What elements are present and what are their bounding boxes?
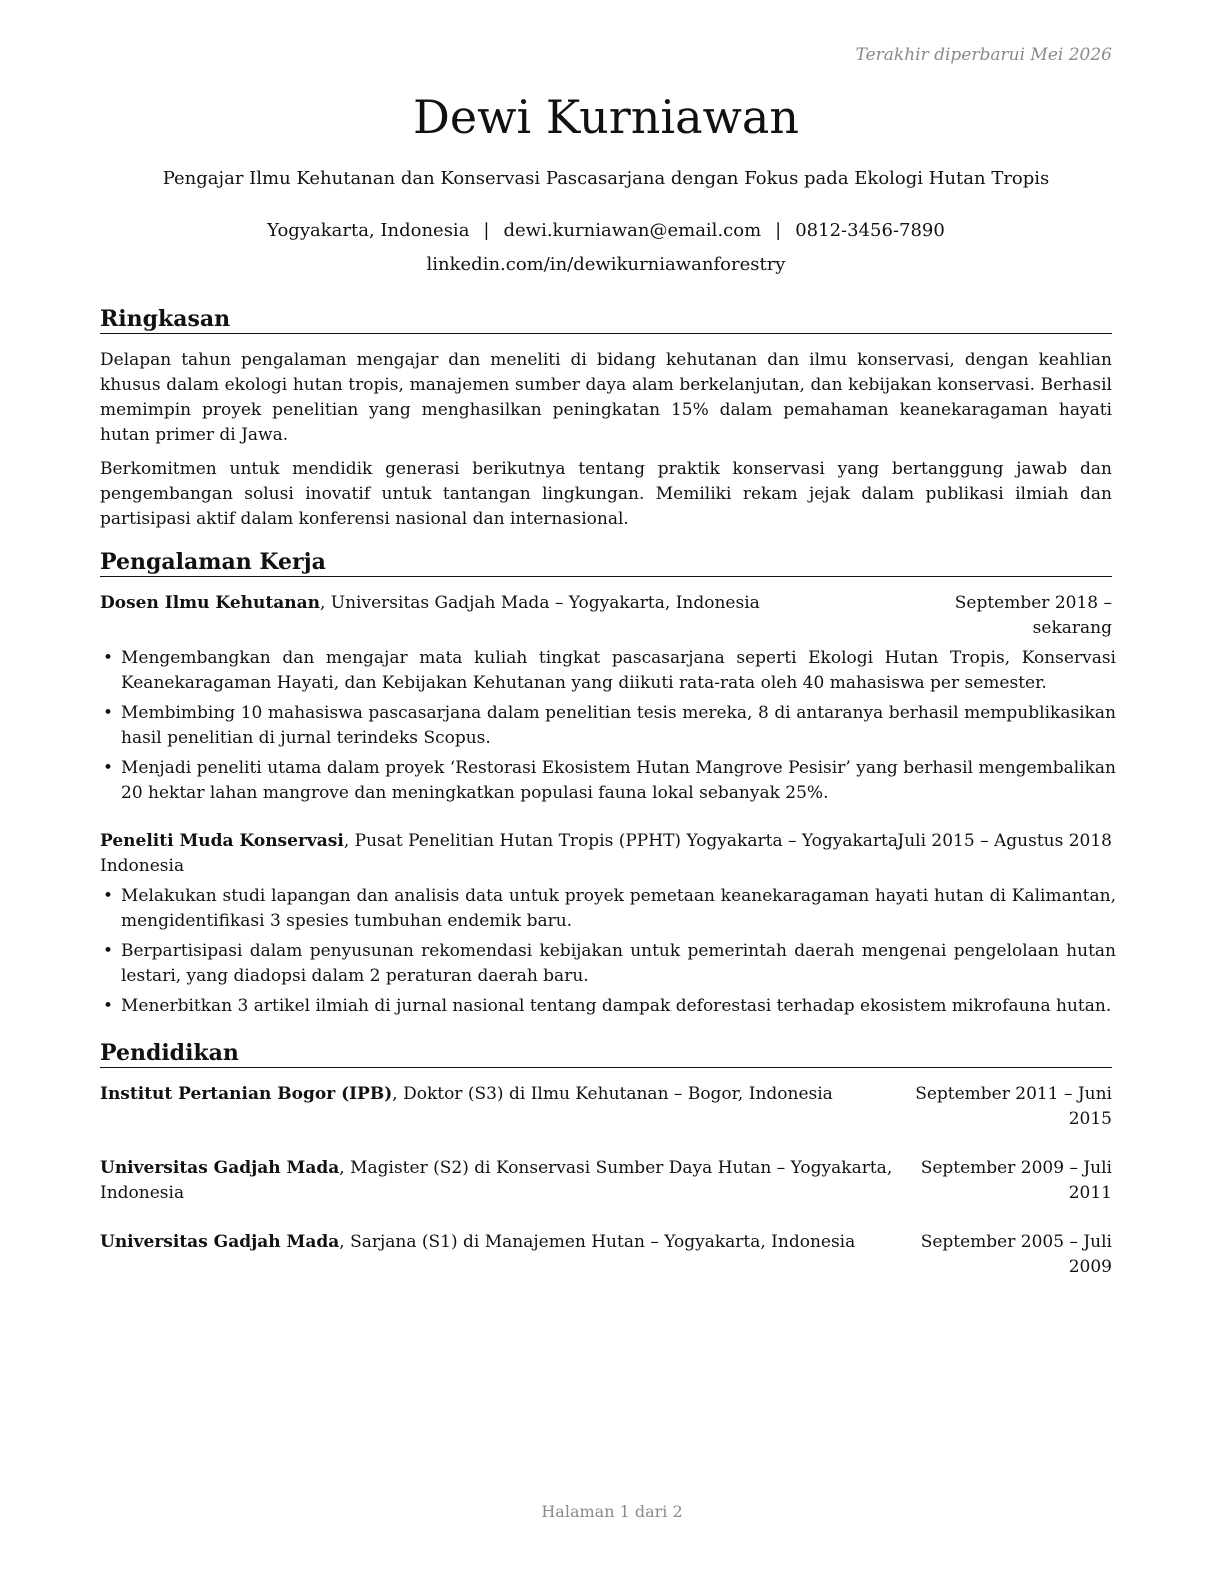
bullet-dot-icon: •	[103, 648, 114, 668]
bullet-dot-icon: •	[103, 758, 114, 778]
education-date	[880, 1156, 1112, 1206]
job-title-line	[100, 829, 903, 879]
education-title-line	[100, 1082, 833, 1107]
school-name: Institut Pertanian Bogor (IPB)	[100, 1084, 393, 1104]
list-item	[100, 756, 1116, 806]
school-name: Universitas Gadjah Mada	[100, 1158, 340, 1178]
job-organization-cont: Indonesia	[100, 856, 185, 876]
job-date	[880, 591, 1112, 641]
job-bullet-list	[100, 646, 1116, 811]
education-entry	[100, 1156, 1112, 1206]
education-date-end: 2015	[1068, 1109, 1112, 1129]
bullet-text: Melakukan studi lapangan dan analisis data untuk proyek pemetaan keanekaragaman hayati hutan di Kalimantan, mengidentifikasi 3 spesies tumbuhan endemik baru.	[121, 886, 1116, 931]
section-title-education: Pendidikan	[100, 1040, 1112, 1068]
bullet-text: Menerbitkan 3 artikel ilmiah di jurnal nasional tentang dampak deforestasi terhadap ekosistem mikrofauna hutan.	[121, 996, 1112, 1016]
job-entry-header	[100, 591, 1112, 641]
summary-paragraph: Delapan tahun pengalaman mengajar dan meneliti di bidang kehutanan dan ilmu konservasi, dengan keahlian khusus dalam ekologi hutan tropis, manajemen sumber daya alam berkelanjutan, dan kebijakan konservasi. Berhasil memimpin proyek penelitian yang menghasilkan peningkatan 15% dalam pemahaman keanekaragaman hayati hutan primer di Jawa.	[100, 350, 1112, 445]
job-bullet-list	[100, 884, 1116, 1024]
job-date-end: sekarang	[1032, 618, 1112, 638]
job-title-line	[100, 591, 760, 616]
list-item	[100, 646, 1116, 696]
contact-line	[100, 220, 1112, 241]
school-name: Universitas Gadjah Mada	[100, 1232, 340, 1252]
education-date-start: September 2009 – Juli	[920, 1158, 1112, 1178]
job-entry-header	[100, 829, 1112, 879]
job-organization: , Pusat Penelitian Hutan Tropis (PPHT) Yogyakarta – Yogyakarta,	[343, 831, 904, 851]
job-date-start: September 2018 –	[954, 593, 1112, 613]
bullet-dot-icon: •	[103, 886, 114, 906]
education-title-line	[100, 1230, 855, 1255]
email-link[interactable]: dewi.kurniawan@email.com	[503, 220, 762, 241]
degree-text: , Magister (S2) di Konservasi Sumber Daya Hutan – Yogyakarta,	[339, 1158, 893, 1178]
education-date-start: September 2011 – Juni	[915, 1084, 1112, 1104]
job-date: Juli 2015 – Agustus 2018	[897, 831, 1112, 851]
list-item	[100, 939, 1116, 989]
contact-separator: |	[775, 220, 782, 241]
job-role: Dosen Ilmu Kehutanan	[100, 593, 320, 613]
education-date-start: September 2005 – Juli	[920, 1232, 1112, 1252]
bullet-text: Menjadi peneliti utama dalam proyek ‘Restorasi Ekosistem Hutan Mangrove Pesisir’ yang berhasil mengembalikan 20 hektar lahan mangrove dan meningkatkan populasi fauna lokal sebanyak 25%.	[121, 758, 1116, 803]
bullet-dot-icon: •	[103, 703, 114, 723]
section-title-summary: Ringkasan	[100, 306, 1112, 334]
education-date	[880, 1230, 1112, 1280]
education-entry	[100, 1082, 1112, 1132]
summary-paragraph: Berkomitmen untuk mendidik generasi berikutnya tentang praktik konservasi yang bertanggung jawab dan pengembangan solusi inovatif untuk tantangan lingkungan. Memiliki rekam jejak dalam publikasi ilmiah dan partisipasi aktif dalam konferensi nasional dan internasional.	[100, 459, 1112, 529]
list-item	[100, 994, 1116, 1019]
phone-text: 0812-3456-7890	[795, 220, 945, 241]
bullet-text: Membimbing 10 mahasiswa pascasarjana dalam penelitian tesis mereka, 8 di antaranya berhasil mempublikasikan hasil penelitian di jurnal terindeks Scopus.	[121, 703, 1116, 748]
bullet-text: Berpartisipasi dalam penyusunan rekomendasi kebijakan untuk pemerintah daerah mengenai pengelolaan hutan lestari, yang diadopsi dalam 2 peraturan daerah baru.	[121, 941, 1116, 986]
degree-text: , Doktor (S3) di Ilmu Kehutanan – Bogor, Indonesia	[392, 1084, 833, 1104]
education-entry	[100, 1230, 1112, 1280]
job-organization: , Universitas Gadjah Mada – Yogyakarta, Indonesia	[319, 593, 760, 613]
contact-separator: |	[483, 220, 490, 241]
bullet-dot-icon: •	[103, 996, 114, 1016]
education-date-end: 2009	[1068, 1257, 1112, 1277]
list-item	[100, 701, 1116, 751]
bullet-text: Mengembangkan dan mengajar mata kuliah tingkat pascasarjana seperti Ekologi Hutan Tropis, Konservasi Keanekaragaman Hayati, dan Kebijakan Kehutanan yang diikuti rata-rata oleh 40 mahasiswa per semester.	[121, 648, 1116, 693]
linkedin-link[interactable]: linkedin.com/in/dewikurniawanforestry	[426, 254, 786, 275]
job-role: Peneliti Muda Konservasi	[100, 831, 344, 851]
education-title-line	[100, 1156, 892, 1206]
education-date-end: 2011	[1068, 1183, 1112, 1203]
location-text: Yogyakarta, Indonesia	[267, 220, 470, 241]
degree-text: , Sarjana (S1) di Manajemen Hutan – Yogyakarta, Indonesia	[339, 1232, 856, 1252]
tagline: Pengajar Ilmu Kehutanan dan Konservasi Pascasarjana dengan Fokus pada Ekologi Hutan Tropis	[162, 168, 1050, 189]
person-name: Dewi Kurniawan	[413, 90, 799, 144]
page-number: Halaman 1 dari 2	[541, 1502, 683, 1521]
bullet-dot-icon: •	[103, 941, 114, 961]
degree-text-cont: Indonesia	[100, 1183, 185, 1203]
list-item	[100, 884, 1116, 934]
last-updated-note: Terakhir diperbarui Mei 2026	[855, 45, 1112, 65]
education-date	[880, 1082, 1112, 1132]
section-title-experience: Pengalaman Kerja	[100, 549, 1112, 577]
